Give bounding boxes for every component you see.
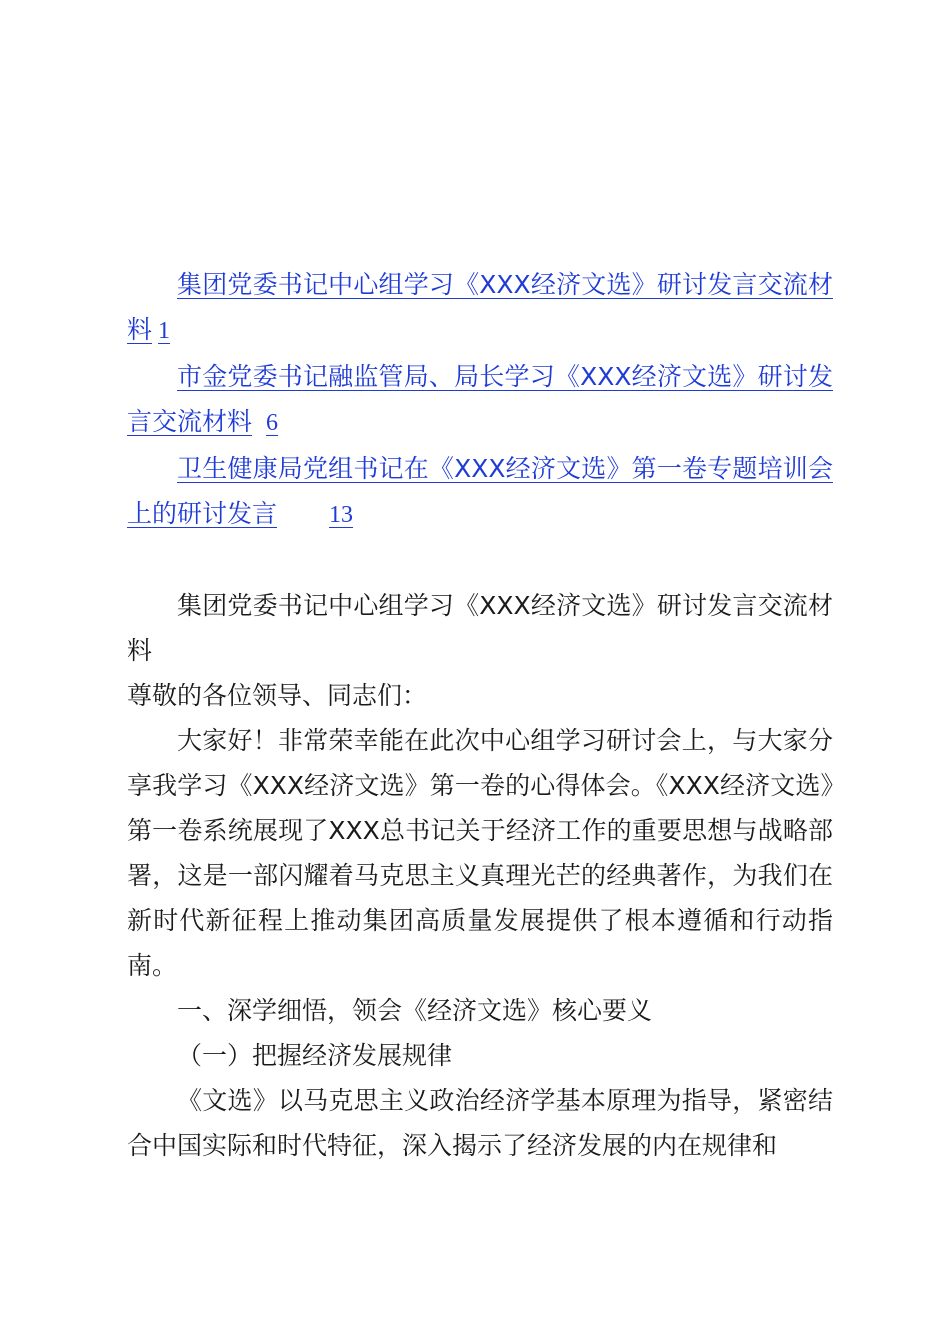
toc-entry-page-number: 6 (266, 410, 279, 436)
toc-entry-title: 集团党委书记中心组学习《XXX经济文选》研讨发言交流材料 (127, 270, 833, 344)
intro-paragraph: 大家好！非常荣幸能在此次中心组学习研讨会上，与大家分享我学习《XXX经济文选》第一卷的心得体会。《XXX经济文选》第一卷系统展现了XXX总书记关于经济工作的重要思想与战略部署，这是一部闪耀着马克思主义真理光芒的经典著作，为我们在新时代新征程上推动集团高质量发展提供了根本遵循和行动指南。 (127, 726, 833, 980)
toc-entry-3[interactable] (127, 446, 833, 538)
toc-entry-page-number: 13 (329, 502, 354, 528)
subsection-heading: （一）把握经济发展规律 (177, 1041, 453, 1070)
salutation: 尊敬的各位领导、同志们： (127, 681, 428, 710)
toc-entry-title: 市金党委书记融监管局、局长学习《XXX经济文选》研讨发言交流材料 (127, 362, 833, 436)
article-title: 集团党委书记中心组学习《XXX经济文选》研讨发言交流材料 (127, 591, 833, 665)
spacer (127, 538, 833, 583)
toc-entry-page-number: 1 (158, 318, 171, 344)
body-paragraph: 《文选》以马克思主义政治经济学基本原理为指导，紧密结合中国实际和时代特征，深入揭示了经济发展的内在规律和 (127, 1086, 833, 1160)
section-heading: 一、深学细悟，领会《经济文选》核心要义 (177, 996, 653, 1025)
toc-entry-1[interactable] (127, 262, 833, 354)
toc-entry-2[interactable] (127, 354, 833, 446)
toc-entry-title: 卫生健康局党组书记在《XXX经济文选》第一卷专题培训会上的研讨发言 (127, 454, 833, 528)
document-body (127, 262, 833, 1168)
